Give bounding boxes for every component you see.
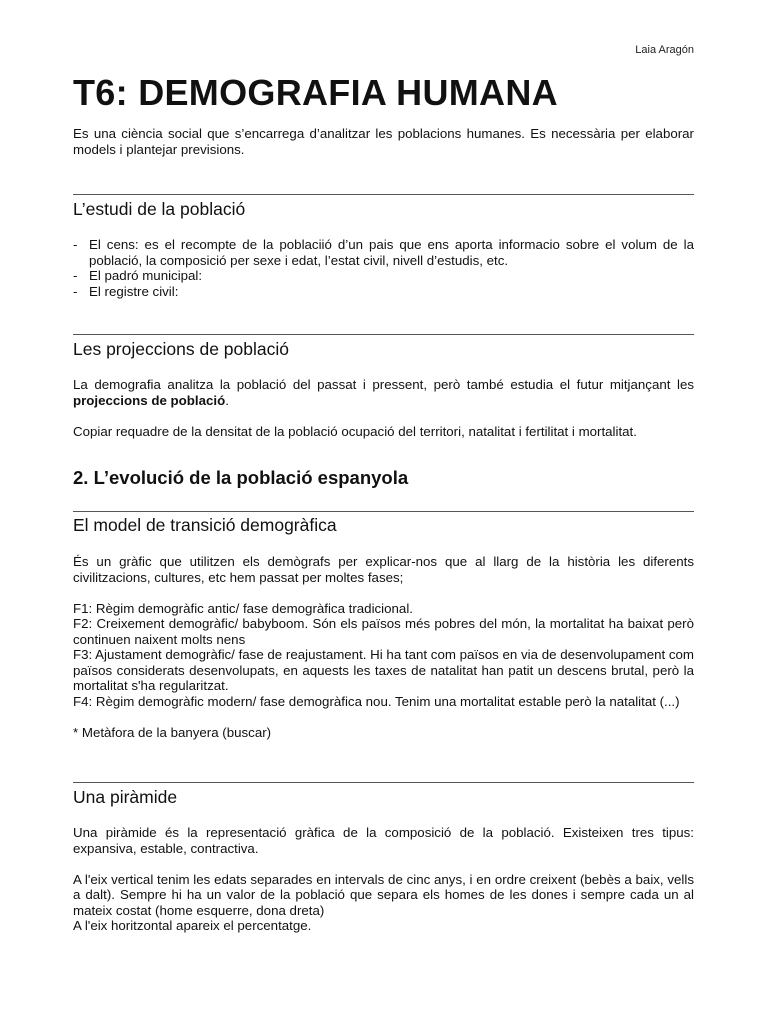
section-heading-evolucio: 2. L’evolució de la població espanyola bbox=[73, 467, 409, 488]
projeccions-text: La demografia analitza la població del passat i pressent, però també estudia el futur mitjançant les bbox=[73, 377, 694, 392]
projeccions-bold-term: projeccions de població bbox=[73, 392, 226, 408]
list-item: - El padró municipal: bbox=[73, 268, 694, 284]
section-heading-model: El model de transició demogràfica bbox=[73, 515, 337, 535]
estudi-list-block bbox=[73, 237, 694, 299]
section-divider bbox=[73, 194, 694, 195]
phase-item: F4: Règim demogràfic modern/ fase demogràfica nou. Tenim una mortalitat estable però la natalitat (...) bbox=[73, 693, 680, 709]
section-divider bbox=[73, 782, 694, 783]
intro-block bbox=[73, 126, 694, 157]
section-heading-projeccions: Les projeccions de població bbox=[73, 339, 289, 359]
phase-item: F1: Règim demogràfic antic/ fase demogràfica tradicional. bbox=[73, 600, 413, 616]
projeccions-note: Copiar requadre de la densitat de la població ocupació del territori, natalitat i fertilitat i mortalitat. bbox=[73, 423, 637, 439]
section-divider bbox=[73, 334, 694, 335]
document-page bbox=[73, 0, 694, 1024]
projeccions-block bbox=[73, 377, 694, 439]
model-note: * Metàfora de la banyera (buscar) bbox=[73, 724, 272, 740]
intro-paragraph: Es una ciència social que s’encarrega d’analitzar les poblacions humanes. Es necessària per elaborar models i plantejar previsions. bbox=[73, 126, 694, 157]
list-item: - El registre civil: bbox=[73, 284, 694, 300]
piramide-paragraph: A l'eix horitzontal apareix el percentatge. bbox=[73, 918, 312, 933]
section-heading-piramide: Una piràmide bbox=[73, 787, 178, 807]
estudi-list bbox=[73, 237, 694, 299]
phase-item: F2: Creixement demogràfic/ babyboom. Són els països més pobres del món, la mortalitat ha baixat però continuen naixent molts nens bbox=[73, 616, 694, 647]
phase-item: F3: Ajustament demogràfic/ fase de reajustament. Hi ha tant com països en via de desenvolupament com països considerats desenvolupats, en aquests les taxes de natalitat han patit un descens brutal, però la mortalitat s'ha regularitzat. bbox=[73, 647, 694, 693]
piramide-paragraph: Una piràmide és la representació gràfica de la composició de la població. Existeixen tres tipus: expansiva, estable, contractiva. bbox=[73, 825, 694, 856]
model-paragraph: És un gràfic que utilitzen els demògrafs per explicar-nos que al llarg de la història les diferents civilitzacions, cultures, etc hem passat per moltes fases; bbox=[73, 554, 694, 585]
page-title: T6: DEMOGRAFIA HUMANA bbox=[73, 72, 558, 113]
author-name: Laia Aragón bbox=[635, 44, 694, 56]
list-item: - El cens: es el recompte de la poblaciió d’un pais que ens aporta informacio sobre el volum de la població, la composició per sexe i edat, l’estat civil, nivell d’estudis, etc. bbox=[73, 237, 694, 268]
model-block bbox=[73, 554, 694, 740]
projeccions-text-end: . bbox=[225, 392, 229, 408]
piramide-block bbox=[73, 825, 694, 934]
section-heading-estudi: L’estudi de la població bbox=[73, 199, 246, 219]
section-divider bbox=[73, 511, 694, 512]
projeccions-paragraph bbox=[73, 377, 694, 408]
piramide-paragraph: A l'eix vertical tenim les edats separades en intervals de cinc anys, i en ordre creixent (bebès a baix, vells a dalt). Sempre hi ha un valor de la població que separa els homes de les dones i sempre cada un al mateix costat (home esquerre, dona dreta) bbox=[73, 871, 694, 918]
